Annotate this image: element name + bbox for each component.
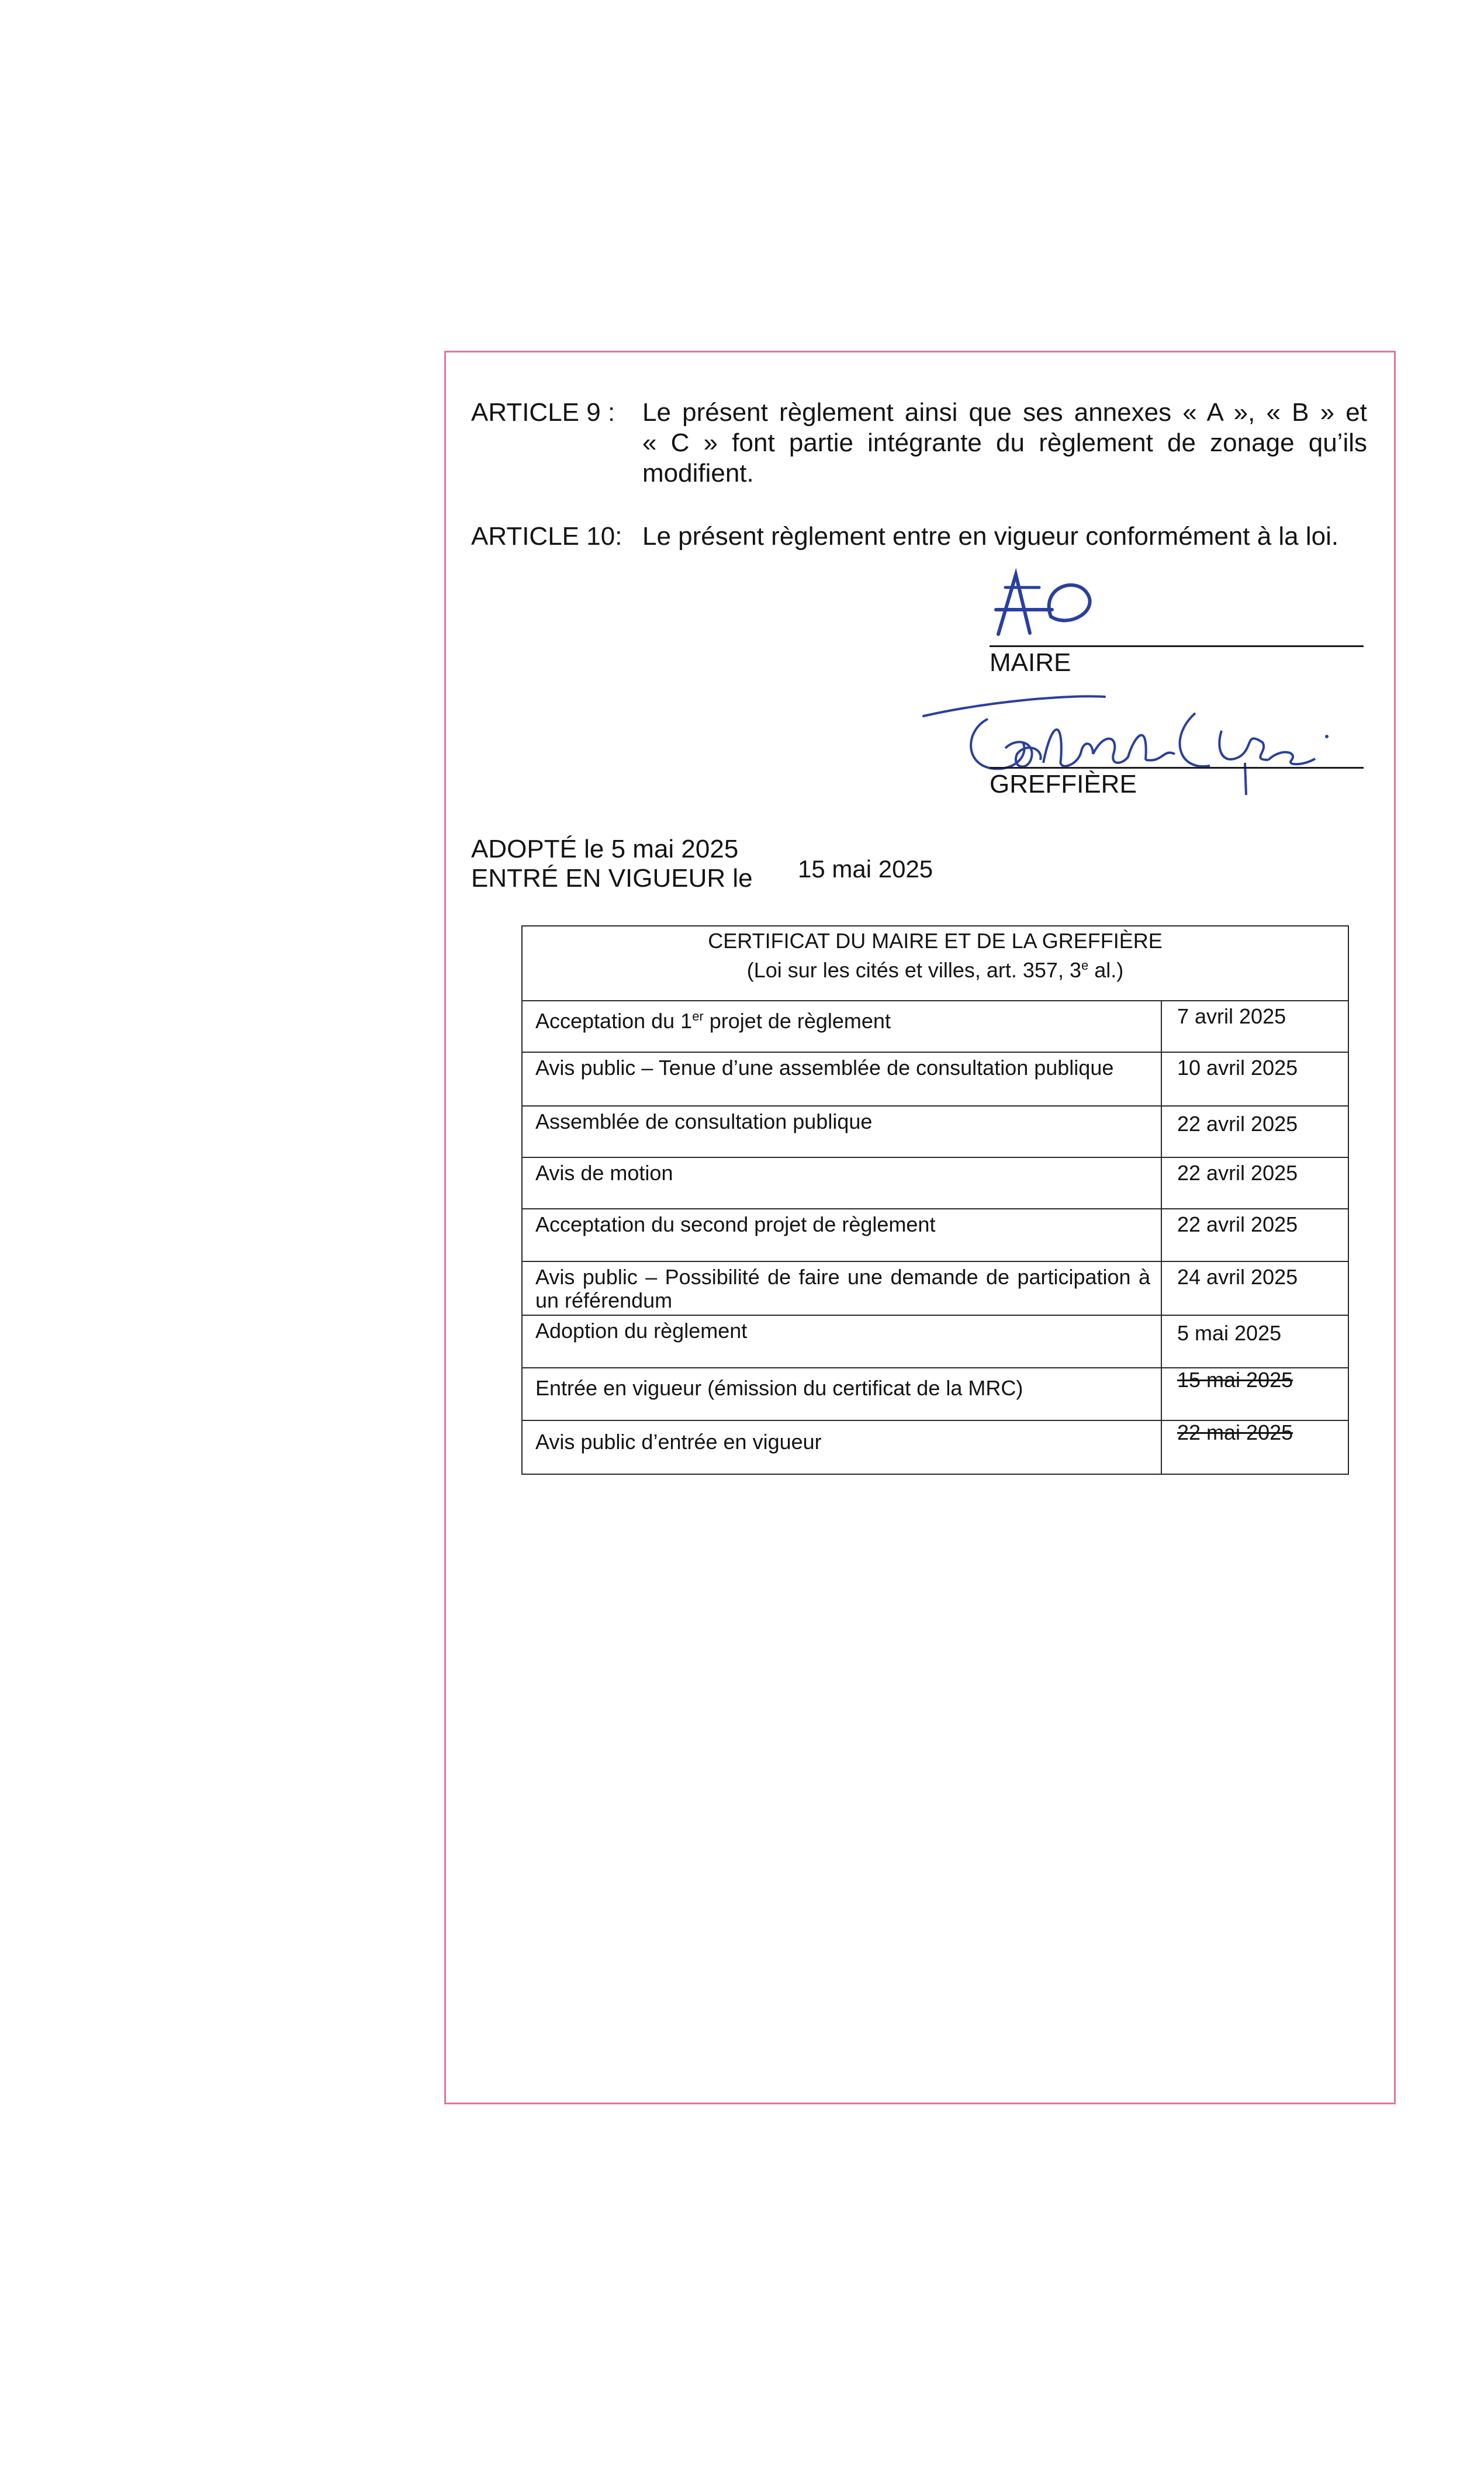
in-force-date: 15 mai 2025 [798, 855, 933, 883]
table-row [522, 1052, 1348, 1106]
article-label: ARTICLE 10: [471, 522, 622, 551]
step-date: 15 mai 2025 [1161, 1368, 1348, 1420]
step-label: Acceptation du 1er projet de règlement [522, 1001, 1161, 1052]
step-date: 22 mai 2025 [1161, 1420, 1348, 1474]
certificate-table [521, 925, 1349, 1475]
table-row [522, 1157, 1348, 1209]
step-label: Avis public – Tenue d’une assemblée de consultation publique [522, 1052, 1161, 1106]
article-line: modifient. [642, 459, 754, 488]
step-date: 5 mai 2025 [1161, 1315, 1348, 1368]
step-label: Acceptation du second projet de règlement [522, 1209, 1161, 1261]
article-line: Le présent règlement entre en vigueur conformément à la loi. [642, 522, 1339, 551]
table-row [522, 1368, 1348, 1420]
step-label: Avis public – Possibilité de faire une demande de participation à un référendum [522, 1261, 1161, 1315]
step-label: Avis public d’entrée en vigueur [522, 1420, 1161, 1474]
step-label: Assemblée de consultation publique [522, 1106, 1161, 1157]
article-body [642, 397, 1367, 489]
article-line: Le présent règlement ainsi que ses annexes « A », « B » et [642, 398, 1367, 427]
greffiere-label: GREFFIÈRE [990, 770, 1137, 798]
greffiere-signature-line [990, 767, 1364, 769]
table-row [522, 1001, 1348, 1052]
step-date: 7 avril 2025 [1161, 1001, 1348, 1052]
adopted-statement: ADOPTÉ le 5 mai 2025 [471, 835, 739, 863]
step-date: 24 avril 2025 [1161, 1261, 1348, 1315]
article-line: « C » font partie intégrante du règlement de zonage qu’ils [642, 428, 1367, 457]
step-label: Adoption du règlement [522, 1315, 1161, 1368]
step-label: Avis de motion [522, 1157, 1161, 1209]
certificate-subtitle: (Loi sur les cités et villes, art. 357, 3e al.) [746, 958, 1124, 982]
maire-signature [988, 564, 1105, 646]
step-date: 22 avril 2025 [1161, 1157, 1348, 1209]
step-date: 10 avril 2025 [1161, 1052, 1348, 1106]
article-body [642, 521, 1367, 552]
step-date: 22 avril 2025 [1161, 1209, 1348, 1261]
table-row [522, 1209, 1348, 1261]
table-row [522, 1420, 1348, 1474]
table-row [522, 1106, 1348, 1157]
certificate-header-row [522, 926, 1348, 1001]
article-label: ARTICLE 9 : [471, 398, 615, 427]
certificate-title: CERTIFICAT DU MAIRE ET DE LA GREFFIÈRE [708, 929, 1163, 953]
table-row [522, 1261, 1348, 1315]
step-label: Entrée en vigueur (émission du certificat de la MRC) [522, 1368, 1161, 1420]
maire-label: MAIRE [990, 648, 1071, 677]
maire-signature-line [990, 645, 1364, 647]
certificate-header [522, 926, 1348, 1001]
in-force-label: ENTRÉ EN VIGUEUR le [471, 864, 753, 893]
step-date: 22 avril 2025 [1161, 1106, 1348, 1157]
table-row [522, 1315, 1348, 1368]
